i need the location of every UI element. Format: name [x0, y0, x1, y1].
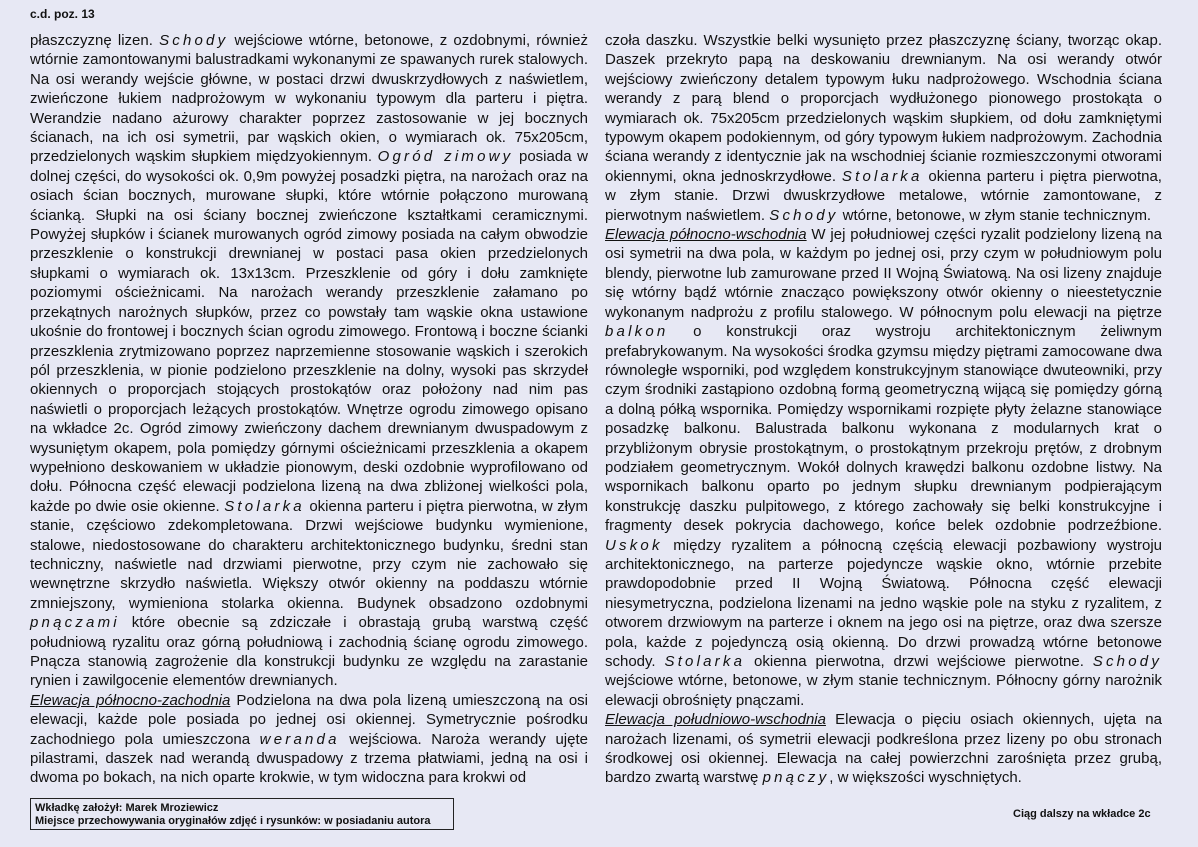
spaced-term: Stolarka [664, 653, 746, 670]
body-text: płaszczyznę lizen. [30, 32, 160, 49]
spaced-term: Uskok [605, 536, 663, 554]
body-text: o konstrukcji oraz wystroju architektonicznym żeliwnym prefabrykowanym. Na wysokości środka gzymsu między piętrami zamocowane dwa równoległe wsporniki, pod względem konstrukcyjnym stanowiące dwuteowniki, przy czym środniki zastąpiono ozdobną formą geometryczną wijącą się pomiędzy górną a dolną półką wspornika. Pomiędzy wspornikami rozpięte płyty żelazne stanowiące posadzkę balkonu. Balustrada balkonu wykonana z modularnych krat o przybliżonym obrysie prostokątnym, o prostokątnym przekroju prętów, z drobnym podziałem geometrycznym. Wokół dolnych krawędzi balkonu ozdobne listwy. Na wspornikach balkonu oparto po jednym słupku drewnianym podpierającym konstrukcję daszku pulpitowego, z którego zachowały się belki konstrukcyjne i fragmenty desek pokrycia dachowego, końce belek ozdobnie podrzeźbione. [605, 323, 1162, 535]
author-info-box [30, 798, 454, 830]
spaced-term: pnączami [30, 614, 120, 632]
body-text: wtórne, betonowe, w złym stanie technicznym. [838, 206, 1152, 224]
spaced-term: balkon [605, 323, 669, 341]
section-heading: Elewacja północno-wschodnia [605, 226, 807, 244]
section-heading: Elewacja południowo-wschodnia [605, 711, 826, 729]
text-column-left [30, 31, 588, 788]
author-line: Wkładkę założył: Marek Mroziewicz [35, 802, 219, 814]
body-text: Elewacja o pięciu osiach okiennych, ujęta na narożach lizenami, oś symetrii elewacji podkreślona przez lizeny po obu stronach środkowej osi okiennej. Elewacja na całej powierzchni zarośnięta przez grubą, bardzo zwartą warstwę [605, 711, 1162, 787]
body-text: okienna pierwotna, drzwi wejściowe pierwotne. [745, 653, 1093, 670]
body-text: które obecnie są zdziczałe i obrastają grubą warstwą część południową ryzalitu oraz górną południową i zachodnią ścianę ogrodu zimowego. Pnącza stanowią zagrożenie dla konstrukcji budynku ze względu na zarastanie rynien i zawilgocenie elementów drewnianych. [30, 614, 588, 690]
spaced-term: Stolarka [224, 497, 305, 515]
body-text: posiada w dolnej części, do wysokości ok. 0,9m powyżej posadzki piętra, na narożach oraz na osiach ścian bocznych, murowane słupki, które wtórnie połączono murowaną ścianką. Słupki na osi ściany bocznej zwieńczone kształtkami ceramicznymi. Powyżej słupków i ścianek murowanych ogród zimowy posiada na całym obwodzie przeszklenie o konstrukcji drewnianej w postaci pasa okien przedzielonych słupkami o wymiarach ok. 13x13cm. Przeszklenie od góry i dołu zamknięte poziomymi ościeżnicami. Na narożach werandy przeszklenie załamano po przekątnych narożnych słupków, przez co powstały tam wąskie okna ustawione ukośnie do frontowej i bocznych ścian ogrodu zimowego. Frontową i boczne ścianki przeszklenia zrytmizowano poprzez naprzemienne stosowanie wąskich i szerokich pól przeszklenia, w pionie podzielono przeszklenie na dolny, wysoki pas skrzydeł okiennych o proporcjach stojących prostokątów oraz położony nad nim pas naświetli o proporcjach leżących prostokątów. Wnętrze ogrodu zimowego opisano na wkładce 2c. Ogród zimowy zwieńczony dachem drewnianym dwuspadowym z wysuniętym okapem, pola pomiędzy górnymi ościeżnicami przeszklenia a okapem wypełniono deskowaniem w układzie pionowym, deski ozdobnie wyprofilowano od dołu. Północna część elewacji podzielona lizeną na dwa zbliżonej wielkości pola, każde po dwie osie okienne. [30, 148, 589, 515]
page-reference: c.d. poz. 13 [30, 7, 95, 21]
spaced-term: Ogród zimowy [377, 148, 514, 166]
spaced-term: Schody [769, 206, 839, 224]
body-text: wejściowe wtórne, betonowe, z ozdobnymi, również wtórnie zamontowanymi balustradkami wykonanymi ze spawanych rurek stalowych. Na osi werandy wejście główne, w postaci drzwi dwuskrzydłowych z naświetlem, zwieńczone łukiem nadprożowym w wykonaniu typowym dla parteru i piętra. Werandzie nadano ażurowy charakter poprzez zastosowanie w jej bocznych ścianach, na ich osi symetrii, par wąskich okien, o wymiarach ok. 75x205cm, przedzielonych wąskim słupkiem międzyokiennym. [30, 32, 588, 166]
storage-line: Miejsce przechowywania oryginałów zdjęć i rysunków: w posiadaniu autora [35, 815, 431, 827]
body-text: , w większości wyschniętych. [829, 769, 1022, 787]
body-text: wejściowa. Naroża werandy ujęte pilastrami, daszek nad werandą dwuspadowy z trzema płatwiami, jedną na osi i dwoma po bokach, na nich oparte krokwie, w tym widoczna para krokwi od [30, 730, 588, 787]
text-column-right [605, 31, 1162, 788]
spaced-term: Schody [159, 32, 229, 49]
body-text: okienna parteru i piętra pierwotna, w złym stanie. Drzwi dwuskrzydłowe metalowe, wtórnie zamontowane, z pierwotnym naświetlem. [605, 167, 1162, 224]
body-text: wejściowe wtórne, betonowe, w złym stanie technicznym. Północny górny narożnik elewacji obrośnięty pnączami. [605, 672, 1162, 709]
spaced-term: Stolarka [841, 167, 923, 185]
body-text: czoła daszku. Wszystkie belki wysunięto przez płaszczyznę ściany, tworząc okap. Daszek przekryto papą na deskowaniu drewnianym. Na osi werandy otwór wejściowy zwieńczony detalem typowym łuku nadprożowego. Wschodnia ściana werandy z parą blend o proporcjach wydłużonego pionowego prostokąta o wymiarach ok. 75x205cm przedzielonych wąskim słupkiem, od dołu zamkniętymi typowym okapem podokiennym, od góry typowym łukiem nadprożowym. Zachodnia ściana werandy z identycznie jak na wschodniej ścianie rozmieszczonymi otworami okiennymi, okna jednoskrzydłowe. [605, 32, 1162, 185]
body-text: okienna parteru i piętra pierwotna, w złym stanie, częściowo zdekompletowana. Drzwi wejściowe budynku wymienione, stalowe, niedostosowane do charakteru architektonicznego budynku, średni stan techniczny, naświetle nad drzwiami pierwotne, przy czym nie zachowało się wewnętrzne skrzydło naświetla. Większy otwór okienny na poddaszu wtórnie zmniejszony, wymieniona stolarka okienna. Budynek obsadzono ozdobnymi [30, 497, 588, 612]
body-text: między ryzalitem a północną częścią elewacji pozbawiony wystroju architektonicznego, na parterze pojedyncze wąskie okno, wtórnie przebite prawdopodobnie przed II Wojną Światową. Północna część elewacji niesymetryczna, podzielona lizenami na jedno wąskie pole na styku z ryzalitem, z otworem drzwiowym na parterze i oknem na jego osi na piętrze, oraz dwa szersze pola, każde z pojedynczą osią okienną. Do drzwi prowadzą wtórne betonowe schody. [605, 536, 1162, 670]
spaced-term: Schody [1092, 653, 1163, 670]
body-text: W jej południowej części ryzalit podzielony lizeną na osi symetrii na dwa pola, w każdym po jednej osi, przy czym w południowym polu blendy, pierwotne lub zamurowane przed II Wojną Światową. Na osi lizeny znajduje się wtórny bądź wtórnie znacząco powiększony otwór okienny o nieestetycznie wykonanym nadprożu z profilu stalowego. W północnym polu elewacji na piętrze [605, 226, 1162, 321]
continuation-note: Ciąg dalszy na wkładce 2c [1013, 808, 1151, 820]
spaced-term: pnączy [762, 769, 830, 787]
section-heading: Elewacja północno-zachodnia [30, 691, 231, 709]
spaced-term: weranda [259, 730, 340, 748]
body-text: Podzielona na dwa pola lizeną umieszczoną na osi elewacji, każde pole posiada po jednej osi okiennej. Symetrycznie pośrodku zachodniego pola umieszczona [30, 691, 589, 748]
